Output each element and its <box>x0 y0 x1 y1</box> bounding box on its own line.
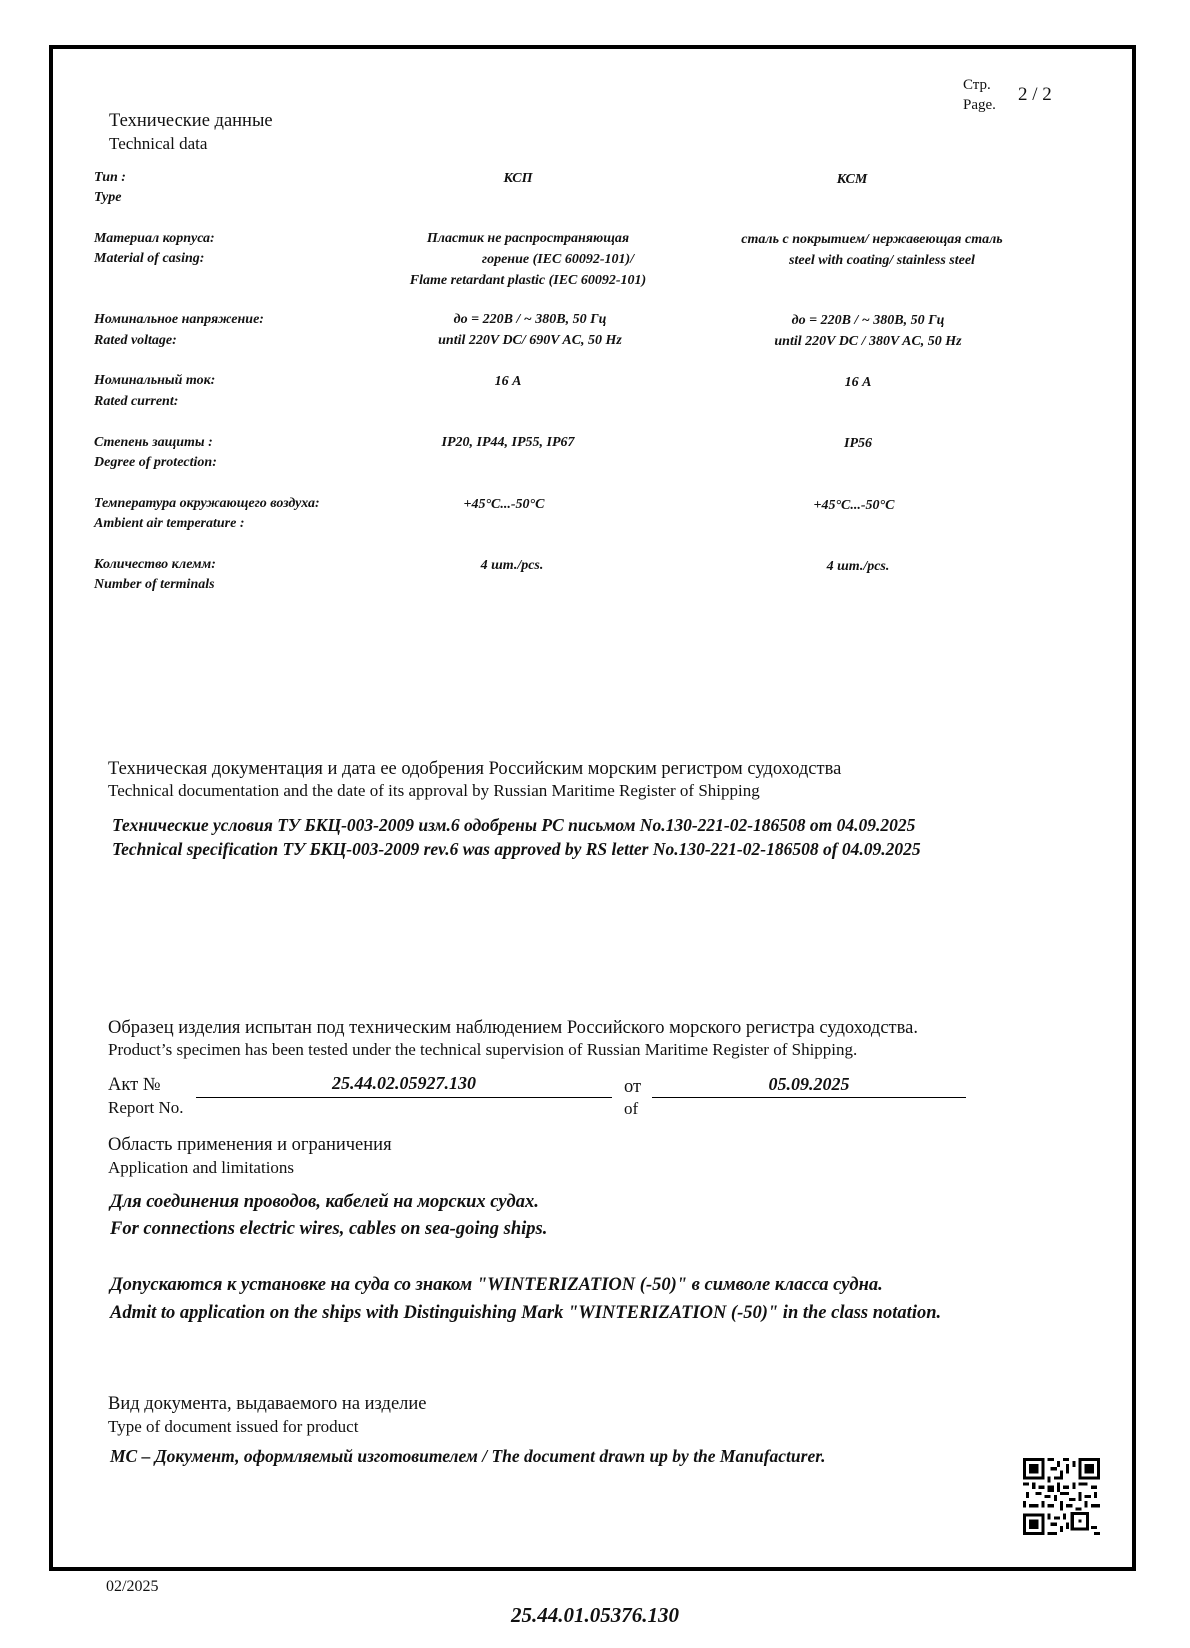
documentation-title-ru: Техническая документация и дата ее одобрения Российским морским регистром судоходства <box>108 759 842 779</box>
page-label-ru: Стр. <box>963 77 991 93</box>
of-label-en: of <box>624 1099 639 1118</box>
application-line1-en: For connections electric wires, cables on sea-going ships. <box>110 1219 548 1239</box>
of-label-ru: от <box>624 1077 642 1097</box>
cell-terminals-ksp: 4 шт./pcs. <box>480 558 544 573</box>
row-label-ru: Номинальное напряжение: <box>94 312 264 327</box>
cell-current-ksm: 16 А <box>844 375 872 390</box>
cell-material-ksm: сталь с покрытием/ нержавеющая сталь <box>741 232 1003 247</box>
qr-code-icon <box>1023 1458 1100 1535</box>
row-label-en: Rated current: <box>94 394 179 409</box>
row-label-en: Type <box>94 190 122 205</box>
cell-voltage-ksp: until 220V DC/ 690V AC, 50 Hz <box>438 333 622 348</box>
cell-temperature-ksp: +45°C...-50°C <box>463 497 545 512</box>
application-line2-en: Admit to application on the ships with Distinguishing Mark "WINTERIZATION (-50)" in the class notation. <box>110 1303 942 1323</box>
page-number: 2 / 2 <box>1018 84 1052 105</box>
application-line2-ru: Допускаются к установке на суда со знаком "WINTERIZATION (-50)" в символе класса судна. <box>110 1275 883 1295</box>
application-line1-ru: Для соединения проводов, кабелей на морских судах. <box>110 1192 539 1212</box>
report-number-underline <box>196 1097 612 1098</box>
page-label-en: Page. <box>963 97 996 113</box>
specimen-title-ru: Образец изделия испытан под техническим наблюдением Российского морского регистра судоходства. <box>108 1018 918 1038</box>
row-label-en: Number of terminals <box>94 577 215 592</box>
row-label-ru: Степень защиты : <box>94 435 213 450</box>
cell-type-ksp: КСП <box>503 171 533 186</box>
row-label-ru: Тип : <box>94 170 126 185</box>
report-number: 25.44.02.05927.130 <box>332 1073 476 1093</box>
cell-voltage-ksm: до = 220В / ~ 380В, 50 Гц <box>791 313 945 328</box>
cell-terminals-ksm: 4 шт./pcs. <box>826 559 890 574</box>
documentation-title-en: Technical documentation and the date of its approval by Russian Maritime Register of Shipping <box>108 781 760 800</box>
row-label-en: Ambient air temperature : <box>94 516 245 531</box>
row-label-ru: Количество клемм: <box>94 557 216 572</box>
cell-protection-ksp: IP20, IP44, IP55, IP67 <box>441 435 575 450</box>
cell-type-ksm: КСМ <box>836 172 868 187</box>
cell-material-ksp: Пластик не распространяющая <box>426 231 630 246</box>
application-title-en: Application and limitations <box>108 1158 295 1177</box>
cell-temperature-ksm: +45°C...-50°C <box>813 498 895 513</box>
row-label-ru: Материал корпуса: <box>94 231 215 246</box>
cell-voltage-ksp: до = 220В / ~ 380В, 50 Гц <box>453 312 607 327</box>
document-number: 25.44.01.05376.130 <box>511 1603 679 1627</box>
row-label-en: Degree of protection: <box>94 455 217 470</box>
specimen-title-en: Product’s specimen has been tested under the technical supervision of Russian Maritime Register of Shipping. <box>108 1040 858 1059</box>
row-label-ru: Температура окружающего воздуха: <box>94 496 320 511</box>
row-label-en: Rated voltage: <box>94 333 177 348</box>
document-type-value: МС – Документ, оформляемый изготовителем / The document drawn up by the Manufacturer. <box>110 1446 826 1466</box>
form-code: 02/2025 <box>106 1578 159 1595</box>
application-title-ru: Область применения и ограничения <box>108 1135 392 1155</box>
row-label-ru: Номинальный ток: <box>94 373 216 388</box>
report-date: 05.09.2025 <box>768 1074 850 1094</box>
report-label-en: Report No. <box>108 1098 184 1117</box>
report-label-ru: Акт № <box>108 1075 161 1095</box>
cell-voltage-ksm: until 220V DC / 380V AC, 50 Hz <box>774 334 962 349</box>
tech-data-title-ru: Технические данные <box>109 111 273 131</box>
spec-ru: Технические условия ТУ БКЦ-003-2009 изм.6 одобрены РС письмом No.130-221-02-186508 от 04.09.2025 <box>112 815 916 835</box>
report-date-underline <box>652 1097 966 1098</box>
row-label-en: Material of casing: <box>94 251 205 266</box>
cell-protection-ksm: IP56 <box>844 436 872 451</box>
tech-data-title-en: Technical data <box>109 134 208 153</box>
document-type-title-en: Type of document issued for product <box>108 1417 359 1436</box>
spec-en: Technical specification ТУ БКЦ-003-2009 rev.6 was approved by RS letter No.130-221-02-186508 of 04.09.2025 <box>112 839 921 859</box>
cell-current-ksp: 16 А <box>494 374 522 389</box>
cell-material-ksp: Flame retardant plastic (IEC 60092-101) <box>409 273 647 288</box>
cell-material-ksm: steel with coating/ stainless steel <box>789 253 975 268</box>
document-type-title-ru: Вид документа, выдаваемого на изделие <box>108 1394 427 1414</box>
cell-material-ksp: горение (IEC 60092-101)/ <box>481 252 635 267</box>
